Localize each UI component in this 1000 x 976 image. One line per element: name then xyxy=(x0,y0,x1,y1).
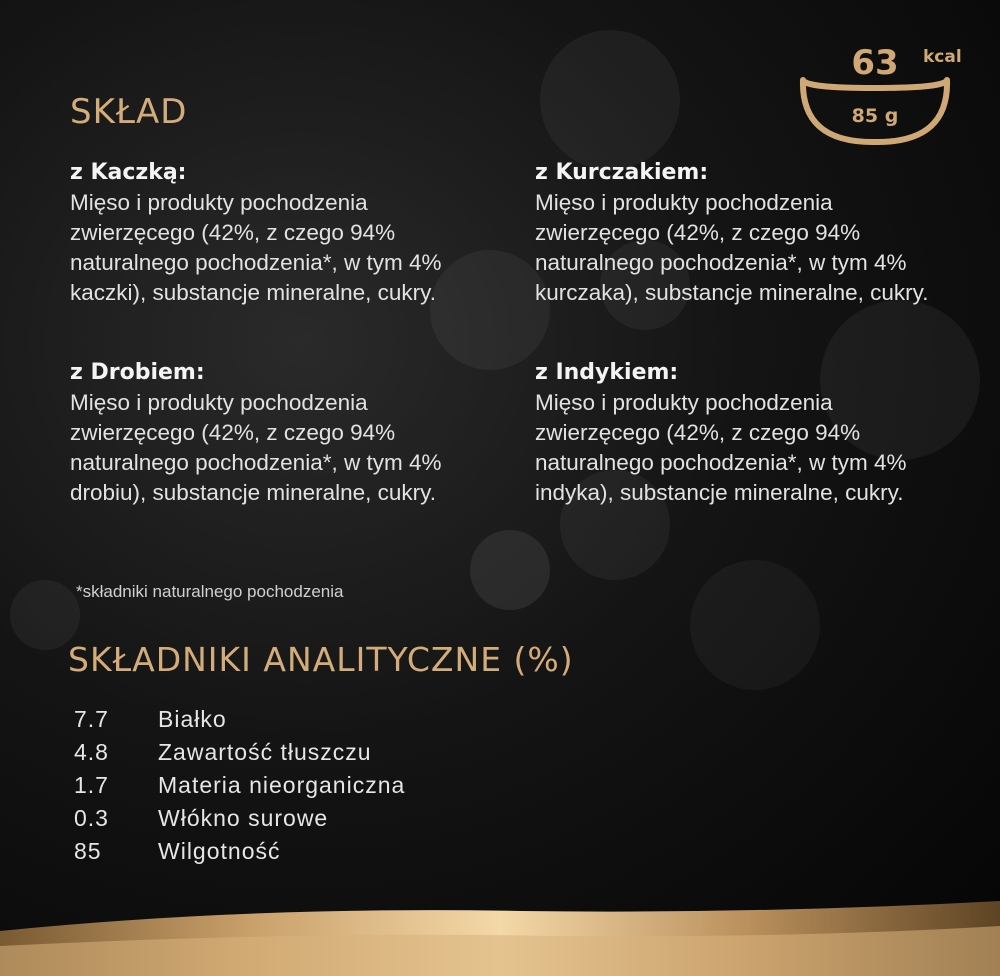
variant-title: z Indykiem: xyxy=(535,360,679,385)
variant-text: Mięso i produkty pochodzenia zwierzęcego (42%, z czego 94% naturalnego pochodzenia*, w tym 4% drobiu), substancje mineralne, cukry. xyxy=(70,390,442,505)
gold-ribbon xyxy=(0,876,1000,976)
bokeh-light xyxy=(470,530,550,610)
nutrient-row xyxy=(74,769,405,802)
variant-duck xyxy=(70,158,490,308)
analytical-heading: SKŁADNIKI ANALITYCZNE (%) xyxy=(68,640,574,679)
nutrient-value: 7.7 xyxy=(74,706,109,732)
bowl-icon xyxy=(795,38,962,148)
nutrient-value: 1.7 xyxy=(74,772,109,798)
variant-turkey xyxy=(535,358,935,508)
kcal-unit: kcal xyxy=(923,47,962,67)
nutrient-label: Wilgotność xyxy=(158,838,281,864)
nutrient-value: 0.3 xyxy=(74,805,109,831)
variant-title: z Kurczakiem: xyxy=(535,160,709,185)
nutrient-label: Zawartość tłuszczu xyxy=(158,739,372,765)
nutrient-label: Materia nieorganiczna xyxy=(158,772,406,798)
footnote: *składniki naturalnego pochodzenia xyxy=(76,582,344,601)
kcal-value: 63 xyxy=(851,43,899,83)
variant-text: Mięso i produkty pochodzenia zwierzęcego (42%, z czego 94% naturalnego pochodzenia*, w tym 4% indyka), substancje mineralne, cukry. xyxy=(535,390,907,505)
nutrient-label: Białko xyxy=(158,706,227,732)
composition-heading: SKŁAD xyxy=(70,92,188,132)
bokeh-light xyxy=(540,30,680,170)
nutrient-row xyxy=(74,835,405,868)
nutrient-row xyxy=(74,736,405,769)
analytical-table xyxy=(74,703,405,868)
variant-poultry xyxy=(70,358,490,508)
variant-title: z Drobiem: xyxy=(70,360,205,385)
variant-title: z Kaczką: xyxy=(70,160,187,185)
variant-chicken xyxy=(535,158,935,308)
nutrient-label: Włókno surowe xyxy=(158,805,329,831)
nutrient-value: 4.8 xyxy=(74,739,109,765)
nutrient-value: 85 xyxy=(74,838,102,864)
weight-value: 85 g xyxy=(851,105,899,127)
nutrient-row xyxy=(74,703,405,736)
energy-badge xyxy=(795,38,962,148)
bokeh-light xyxy=(690,560,820,690)
nutrient-row xyxy=(74,802,405,835)
variant-text: Mięso i produkty pochodzenia zwierzęcego (42%, z czego 94% naturalnego pochodzenia*, w tym 4% kurczaka), substancje mineralne, cukry. xyxy=(535,190,929,305)
variant-text: Mięso i produkty pochodzenia zwierzęcego (42%, z czego 94% naturalnego pochodzenia*, w tym 4% kaczki), substancje mineralne, cukry. xyxy=(70,190,442,305)
